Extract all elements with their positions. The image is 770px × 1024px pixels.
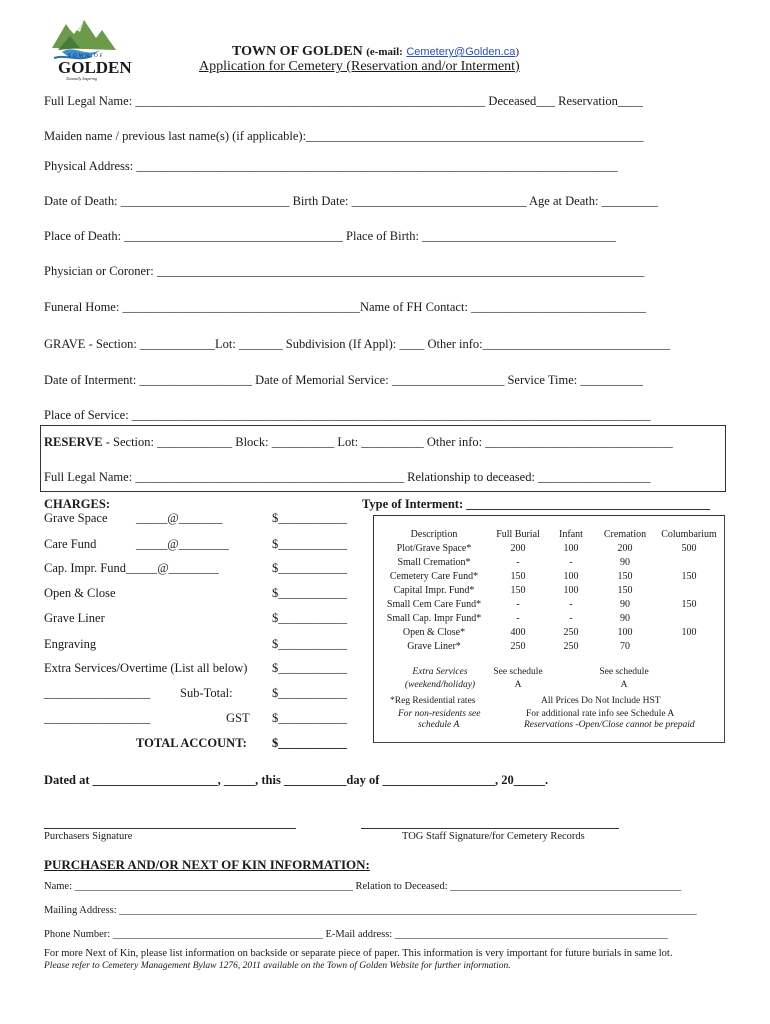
dated-field[interactable]: Dated at ____________________, _____, this __________day of __________________, 20_____.: [44, 773, 549, 787]
total-amount[interactable]: $___________: [272, 736, 347, 750]
price-cell: 100: [617, 627, 633, 638]
physician-field[interactable]: Physician or Coroner: ______________________________________________________________________________: [44, 264, 645, 278]
physical-address-field[interactable]: Physical Address: _____________________________________________________________________________: [44, 159, 618, 173]
price-cell: 150: [510, 571, 526, 582]
charge-amount-care-fund[interactable]: $___________: [272, 537, 347, 551]
price-row-label: Capital Impr. Fund*: [393, 585, 475, 596]
price-header-cremation: Cremation: [603, 529, 647, 540]
reserve-prefix: RESERVE: [44, 435, 103, 449]
charge-amount-cap-impr[interactable]: $___________: [272, 561, 347, 575]
see-schedule-a-1: A: [514, 680, 522, 690]
extra-services-label: Extra Services: [412, 667, 468, 677]
purchaser-name-field[interactable]: Name: _____________________________________________________ Relation to Deceased: ____________________________________________: [44, 881, 682, 892]
grave-field[interactable]: [44, 337, 670, 352]
price-cell: -: [569, 599, 573, 610]
see-schedule-2: See schedule: [599, 667, 649, 677]
charge-label-open-close: Open & Close: [44, 586, 116, 600]
bylaw-note: Please refer to Cemetery Management Bylaw 1276, 2011 available on the Town of Golden Website for further information.: [44, 961, 511, 971]
gst-blank[interactable]: _________________: [44, 711, 151, 725]
price-header-full-burial: Full Burial: [496, 529, 540, 540]
full-legal-name-field[interactable]: Full Legal Name: ________________________________________________________ Deceased___ Reservation____: [44, 94, 643, 108]
price-row-label: Open & Close*: [402, 627, 466, 638]
town-title: TOWN OF GOLDEN: [232, 44, 363, 59]
logo-name: GOLDEN: [58, 58, 132, 77]
email-link[interactable]: Cemetery@Golden.ca: [406, 46, 516, 58]
see-schedule-1: See schedule: [493, 667, 543, 677]
price-cell: 250: [563, 641, 579, 652]
price-cell: 250: [510, 641, 526, 652]
price-cell: 250: [563, 627, 579, 638]
town-logo: [44, 14, 132, 81]
price-cell: -: [569, 557, 573, 568]
charge-label-care-fund: Care Fund: [44, 537, 97, 551]
price-cell: 70: [620, 641, 630, 652]
purchaser-signature-label: Purchasers Signature: [44, 831, 133, 842]
price-row-label: Plot/Grave Space*: [396, 543, 472, 554]
charge-amount-grave-space[interactable]: $___________: [272, 511, 347, 525]
price-cell: 500: [681, 543, 697, 554]
extra-services-sub: (weekend/holiday): [404, 680, 476, 690]
staff-signature-label: TOG Staff Signature/for Cemetery Records: [402, 831, 585, 842]
price-cell: 200: [617, 543, 633, 554]
charge-label-grave-space: Grave Space: [44, 511, 108, 525]
next-of-kin-note: For more Next of Kin, please list information on backside or separate piece of paper. This information is very important for future burials in same lot.: [44, 948, 673, 959]
reserve-full-name-field[interactable]: Full Legal Name: ___________________________________________ Relationship to deceased: __________________: [44, 470, 651, 484]
logo-town: TOWN OF: [68, 54, 105, 59]
staff-signature-line[interactable]: [361, 828, 619, 829]
email-label: (e-mail:: [366, 46, 403, 58]
price-cell: 90: [620, 557, 630, 568]
price-cell: 400: [510, 627, 526, 638]
non-res-note-1: For non-residents see: [398, 709, 481, 719]
price-row-label: Small Cap. Impr Fund*: [386, 613, 482, 624]
price-cell: 150: [510, 585, 526, 596]
charges-heading: CHARGES:: [44, 497, 110, 511]
charge-amount-extra-services[interactable]: $___________: [272, 661, 347, 675]
non-res-note-2: schedule A: [418, 720, 460, 730]
price-row-label: Cemetery Care Fund*: [389, 571, 479, 582]
additional-note: For additional rate info see Schedule A: [526, 709, 675, 719]
charge-qty-grave-space[interactable]: _____@_______: [136, 511, 223, 525]
price-cell: 100: [563, 543, 579, 554]
price-cell: -: [516, 557, 520, 568]
price-header-columbarium: Columbarium: [661, 529, 717, 540]
total-label: TOTAL ACCOUNT:: [136, 736, 247, 750]
price-cell: 90: [620, 599, 630, 610]
grave-prefix: GRAVE: [44, 337, 86, 351]
charge-amount-open-close[interactable]: $___________: [272, 586, 347, 600]
page-title: [232, 44, 519, 60]
gst-amount[interactable]: $___________: [272, 711, 347, 725]
price-cell: 150: [681, 571, 697, 582]
charge-qty-care-fund[interactable]: _____@________: [136, 537, 229, 551]
purchaser-signature-line[interactable]: [44, 828, 296, 829]
phone-email-field[interactable]: Phone Number: ________________________________________ E-Mail address: ____________________________________________________: [44, 929, 668, 940]
interment-field[interactable]: Date of Interment: __________________ Date of Memorial Service: __________________ Service Time: __________: [44, 373, 643, 387]
price-header-infant: Infant: [559, 529, 583, 540]
charge-label-cap-impr[interactable]: Cap. Impr. Fund_____@________: [44, 561, 219, 575]
reservations-note: Reservations -Open/Close cannot be prepaid: [524, 720, 695, 730]
type-of-interment-field[interactable]: Type of Interment: _______________________________________: [362, 497, 711, 511]
funeral-home-field[interactable]: Funeral Home: ______________________________________Name of FH Contact: ____________________________: [44, 300, 647, 314]
charge-label-extra-services: Extra Services/Overtime (List all below): [44, 661, 248, 675]
price-cell: -: [516, 599, 520, 610]
hst-note: All Prices Do Not Include HST: [541, 696, 661, 706]
charge-amount-grave-liner[interactable]: $___________: [272, 611, 347, 625]
gst-label: GST: [226, 711, 250, 725]
subtotal-label: Sub-Total:: [180, 686, 233, 700]
maiden-name-field[interactable]: Maiden name / previous last name(s) (if applicable):______________________________________________________: [44, 129, 644, 143]
reserve-rest: - Section: ____________ Block: __________ Lot: __________ Other info: ______________________________: [102, 435, 673, 449]
price-cell: -: [516, 613, 520, 624]
reserve-field[interactable]: [44, 435, 673, 450]
price-row-label: Small Cremation*: [397, 557, 471, 568]
place-service-field[interactable]: Place of Service: ___________________________________________________________________________________: [44, 408, 651, 422]
price-cell: 100: [681, 627, 697, 638]
price-cell: 100: [563, 585, 579, 596]
place-death-birth-field[interactable]: Place of Death: ___________________________________ Place of Birth: _______________________________: [44, 229, 616, 243]
see-schedule-a-2: A: [620, 680, 628, 690]
price-cell: 100: [563, 571, 579, 582]
grave-rest: - Section: ____________Lot: _______ Subdivision (If Appl): ____ Other info:______________________________: [85, 337, 671, 351]
email-close: ): [515, 46, 520, 58]
price-cell: 150: [617, 571, 633, 582]
charge-label-engraving: Engraving: [44, 637, 97, 651]
death-birth-field[interactable]: Date of Death: ___________________________ Birth Date: ____________________________ Age at Death: _________: [44, 194, 658, 208]
purchaser-heading: PURCHASER AND/OR NEXT OF KIN INFORMATION:: [44, 857, 370, 872]
price-cell: 200: [510, 543, 526, 554]
reg-rates-note: *Reg Residential rates: [390, 696, 476, 706]
price-row-label: Grave Liner*: [407, 641, 461, 652]
price-cell: 150: [681, 599, 697, 610]
price-cell: 90: [620, 613, 630, 624]
subtotal-amount[interactable]: $___________: [272, 686, 347, 700]
price-row-label: Small Cem Care Fund*: [386, 599, 482, 610]
price-cell: -: [569, 613, 573, 624]
page-subtitle: Application for Cemetery (Reservation and/or Interment): [199, 59, 520, 74]
charge-amount-engraving[interactable]: $___________: [272, 637, 347, 651]
price-cell: 150: [617, 585, 633, 596]
mailing-address-field[interactable]: Mailing Address: ______________________________________________________________________________________________________________: [44, 905, 697, 916]
logo-tagline: Naturally Inspiring: [66, 76, 98, 81]
charge-label-grave-liner: Grave Liner: [44, 611, 105, 625]
subtotal-blank[interactable]: _________________: [44, 686, 151, 700]
price-header-description: Description: [410, 529, 458, 540]
